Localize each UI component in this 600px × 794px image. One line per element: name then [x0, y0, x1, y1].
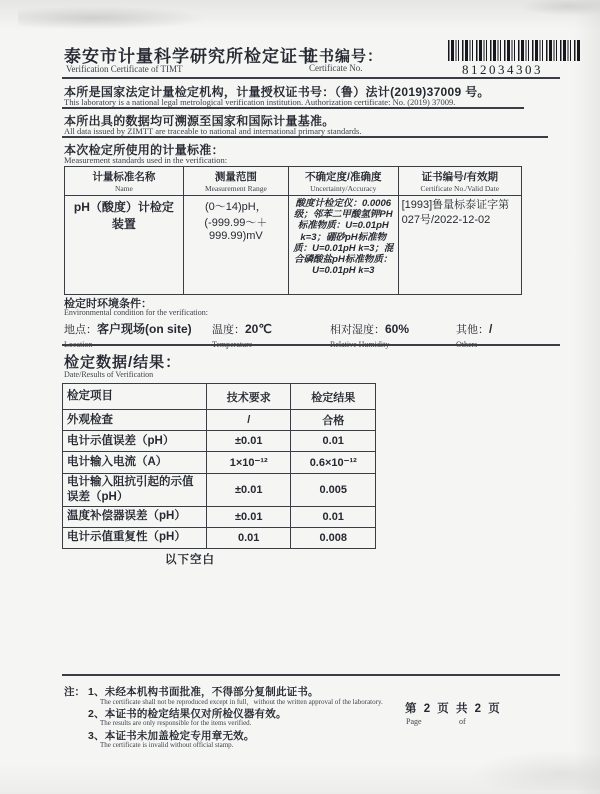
statement-authorization: 本所是国家法定计量检定机构，计量授权证书号：（鲁）法计(2019)37009 号。 [64, 85, 490, 99]
item-requirement: ±0.01 [206, 431, 291, 452]
results-row [63, 506, 376, 527]
page-label-en: Page [406, 717, 422, 726]
standards-table [64, 166, 522, 295]
item-requirement: ±0.01 [206, 474, 291, 507]
statement-traceability-en: All data issued by ZIMTT are traceable to national and international primary standards. [64, 126, 362, 136]
standards-col-range [183, 167, 288, 196]
item-name: 电计输入阻抗引起的示值误差（pH） [63, 474, 207, 507]
col-header-cn: 证书编号/有效期 [421, 171, 498, 183]
humidity-label: 相对湿度： [330, 324, 385, 336]
item-result: 0.005 [291, 474, 376, 507]
statement-authorization-en: This laboratory is a national legal metrological verification institution. Authorization certificate: No. (2019) 37009. [64, 97, 456, 107]
page-title: 泰安市计量科学研究所检定证书 [64, 47, 316, 66]
note-1-en: The certificate shall not be reproduced except in full，without the written approval of the laboratory. [100, 698, 383, 706]
results-row [63, 431, 376, 452]
scan-artifact [18, 6, 208, 30]
certificate-no-label: 证书编号： [303, 48, 384, 65]
item-name: 电计示值误差（pH） [63, 431, 207, 452]
col-header-cn: 计量标准名称 [92, 171, 156, 183]
environment-heading-en: Environmental condition for the verification: [64, 308, 208, 317]
location-value: 客户现场(on site) [97, 322, 192, 336]
standard-uncertainty: 酸度计检定仪：0.0006级；邻苯二甲酸氢钾PH标准物质：U=0.01pH k=3；硼砂pH标准物质：U=0.01pH k=3；混合磷酸盐pH标准物质：U=0.01pH k=3 [288, 196, 398, 295]
item-name: 电计输入电流（A） [63, 452, 207, 474]
note-2: 2、本证书的检定结果仅对所检仪器有效。 [88, 708, 287, 720]
notes-label: 注： [64, 686, 85, 698]
results-col-requirement: 技术要求 [206, 384, 291, 410]
item-result: 0.6×10⁻¹² [291, 452, 376, 474]
scan-artifact [470, 750, 600, 790]
item-result: 0.008 [291, 527, 376, 548]
location-label: 地点： [64, 324, 97, 336]
divider [62, 77, 560, 79]
standards-heading: 本次检定所使用的计量标准： [64, 143, 224, 157]
divider [62, 136, 548, 138]
col-header-en: Name [114, 184, 133, 193]
standards-table-header-row [65, 167, 522, 196]
item-requirement: / [206, 410, 291, 431]
standard-range: (0～14)pH，(-999.99～＋999.99)mV [183, 196, 288, 295]
standards-heading-en: Measurement standards used in the verification: [64, 155, 228, 165]
temperature-label: 温度： [212, 324, 245, 336]
results-row [63, 410, 376, 431]
item-name: 外观检查 [63, 410, 207, 431]
standard-name: pH（酸度）计检定装置 [65, 196, 184, 295]
results-row [63, 527, 376, 548]
divider [62, 107, 524, 109]
standards-col-uncertainty [288, 167, 398, 196]
col-header-cn: 测量范围 [214, 171, 257, 183]
standards-table-row [65, 196, 522, 295]
item-name: 电计示值重复性（pH） [63, 527, 207, 548]
col-header-en: Measurement Range [204, 184, 267, 193]
results-header-row [63, 384, 376, 410]
results-row [63, 452, 376, 474]
standards-col-name [65, 167, 184, 196]
col-header-en: Uncertainty/Accuracy [310, 184, 377, 193]
note-1: 1、未经本机构书面批准，不得部分复制此证书。 [88, 686, 319, 698]
temperature-value: 20℃ [245, 322, 272, 336]
page-title-en: Verification Certificate of TIMT [66, 64, 183, 74]
certificate-number: 812034303 [462, 62, 543, 77]
environment-heading: 检定时环境条件： [64, 298, 152, 310]
item-requirement: 0.01 [206, 527, 291, 548]
item-result: 0.01 [291, 431, 376, 452]
blank-below-note: 以下空白 [165, 554, 215, 566]
results-row [63, 474, 376, 507]
results-heading: 检定数据/结果： [64, 354, 182, 371]
standards-col-certificate [398, 167, 521, 196]
item-result: 合格 [291, 410, 376, 431]
others-value: / [489, 322, 493, 336]
col-header-cn: 不确定度/准确度 [305, 171, 382, 183]
divider [62, 674, 560, 676]
others-label: 其他： [456, 324, 489, 336]
note-2-en: The results are only responsible for the items verified. [100, 719, 252, 727]
item-requirement: 1×10⁻¹² [206, 452, 291, 474]
results-heading-en: Date/Results of Verification [64, 370, 154, 379]
certificate-no-label-en: Certificate No. [309, 63, 363, 73]
humidity-value: 60% [385, 322, 410, 336]
note-3: 3、本证书未加盖检定专用章无效。 [88, 730, 255, 742]
statement-traceability: 本所出具的数据均可溯源至国家和国际计量基准。 [64, 114, 335, 128]
item-result: 0.01 [291, 506, 376, 527]
page-number: 第 2 页 共 2 页 [405, 703, 502, 715]
standard-certificate: [1993]鲁量标泰证字第027号/2022-12-02 [398, 196, 521, 295]
scan-artifact [520, 0, 600, 16]
results-table [62, 383, 376, 549]
note-3-en: The certificate is invalid without official stamp. [100, 741, 234, 749]
item-name: 温度补偿器误差（pH） [63, 506, 207, 527]
results-col-item: 检定项目 [63, 384, 207, 410]
results-col-result: 检定结果 [291, 384, 376, 410]
item-requirement: ±0.01 [206, 506, 291, 527]
col-header-en: Certificate No./Valid Date [420, 184, 500, 193]
divider [62, 344, 560, 346]
barcode-icon [448, 40, 580, 61]
of-label-en: of [459, 717, 466, 726]
